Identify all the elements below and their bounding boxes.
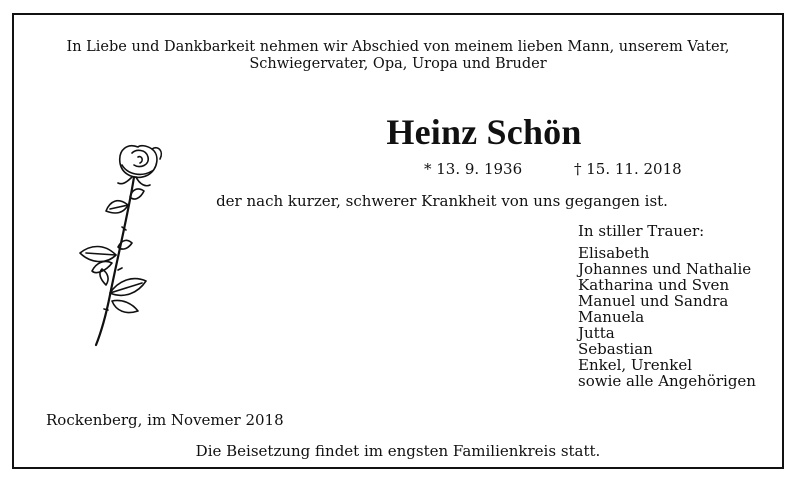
death-date: † 15. 11. 2018: [574, 160, 682, 178]
mourner-item: sowie alle Angehörigen: [578, 372, 756, 390]
place-date: Rockenberg, im Novemer 2018: [46, 411, 284, 429]
mourners-heading: In stiller Trauer:: [578, 222, 705, 240]
mourner-item: Johannes und Nathalie: [578, 260, 752, 278]
deceased-name: Heinz Schön: [386, 112, 582, 152]
mourner-item: Enkel, Urenkel: [578, 356, 693, 374]
burial-note: Die Beisetzung findet im engsten Familienkreis statt.: [195, 442, 601, 460]
passed-text: der nach kurzer, schwerer Krankheit von uns gegangen ist.: [216, 192, 668, 210]
intro-line-2: Schwiegervater, Opa, Uropa und Bruder: [249, 56, 547, 72]
intro-text: [34, 39, 762, 73]
obituary-frame: [12, 13, 784, 469]
birth-date: * 13. 9. 1936: [424, 160, 523, 178]
mourner-item: Manuel und Sandra: [578, 292, 729, 310]
mourner-item: Jutta: [578, 324, 615, 342]
rose-icon: [66, 135, 176, 350]
intro-line-1: In Liebe und Dankbarkeit nehmen wir Abschied von meinem lieben Mann, unserem Vater,: [66, 39, 730, 55]
mourner-item: Katharina und Sven: [578, 276, 730, 294]
mourners-list: [578, 223, 756, 389]
mourner-item: Sebastian: [578, 340, 653, 358]
mourner-item: Elisabeth: [578, 244, 650, 262]
mourner-item: Manuela: [578, 308, 645, 326]
